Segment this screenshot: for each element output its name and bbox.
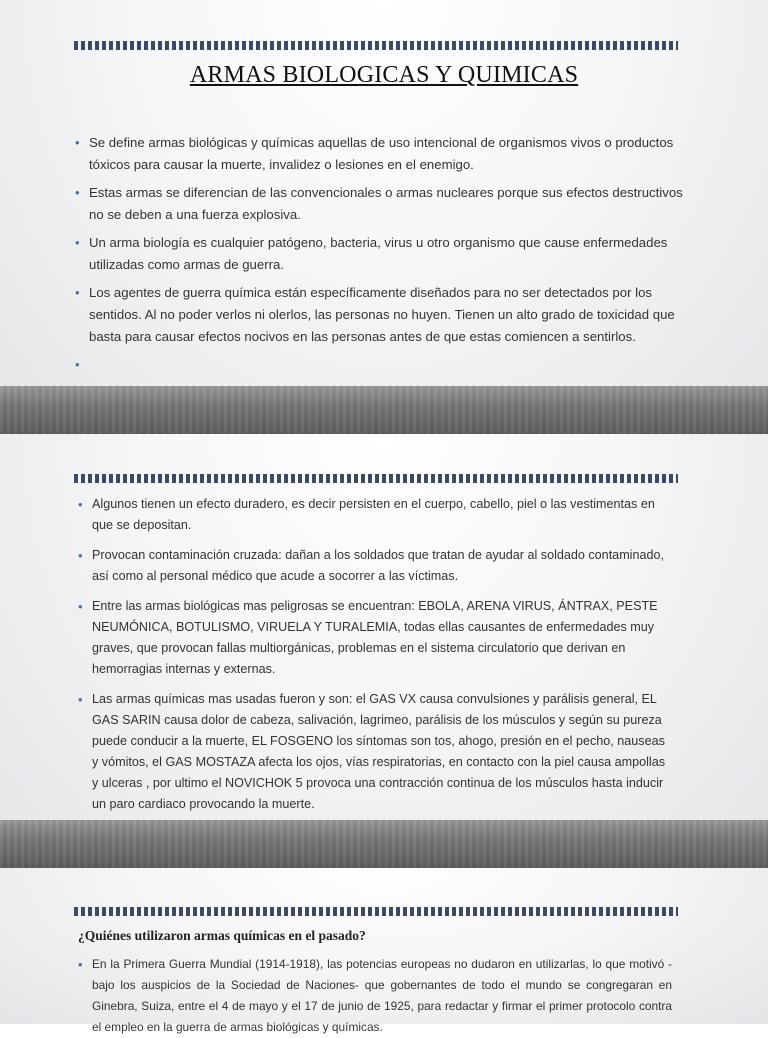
decorative-dash-bar	[74, 474, 678, 483]
bullet-item-empty	[75, 354, 689, 376]
decorative-dash-bar	[74, 907, 678, 916]
bullet-item	[75, 232, 689, 276]
bullet-item	[75, 132, 689, 176]
bullet-text: Provocan contaminación cruzada: dañan a los soldados que tratan de ayudar al soldado contaminado, así como al personal médico que acude a socorrer a las víctimas.	[92, 548, 664, 583]
slide-1-bullet-list	[75, 132, 689, 382]
bullet-icon: •	[78, 957, 83, 972]
bullet-icon: •	[75, 285, 80, 300]
concrete-footer-band	[0, 386, 768, 434]
concrete-footer-band	[0, 820, 768, 868]
bullet-icon: •	[75, 135, 80, 150]
slide-3-bullet-list	[78, 954, 672, 1038]
bullet-text: Se define armas biológicas y químicas aquellas de uso intencional de organismos vivos o productos tóxicos para causar la muerte, invalidez o lesiones en el enemigo.	[89, 135, 674, 172]
bullet-text: Un arma biología es cualquier patógeno, bacteria, virus u otro organismo que cause enfermedades utilizadas como armas de guerra.	[89, 235, 668, 272]
bullet-text: En la Primera Guerra Mundial (1914-1918), las potencias europeas no dudaron en utilizarlas, lo que motivó -bajo los auspicios de la Sociedad de Naciones- que gobernantes de todo el mundo se congregaran en Ginebra, Suiza, entre el 4 de mayo y el 17 de junio de 1925, para redactar y firmar el primer protocolo contra el empleo en la guerra de armas biológicas y químicas.	[92, 957, 672, 1034]
bullet-icon: •	[75, 185, 80, 200]
bullet-item	[75, 182, 689, 226]
bullet-text: Entre las armas biológicas mas peligrosas se encuentran: EBOLA, ARENA VIRUS, ÁNTRAX, PESTE NEUMÓNICA, BOTULISMO, VIRUELA Y TURALEMIA, todas ellas causantes de enfermedades muy graves, que provocan fallas multiorgánicas, problemas en el sistema circulatorio que derivan en hemorragias internas y externas.	[92, 599, 658, 676]
decorative-dash-bar	[74, 41, 678, 50]
bullet-text: Estas armas se diferencian de las convencionales o armas nucleares porque sus efectos destructivos no se deben a una fuerza explosiva.	[89, 185, 683, 222]
bullet-item	[78, 545, 667, 587]
bullet-item	[78, 494, 667, 536]
bullet-icon: •	[75, 235, 80, 250]
section-question-heading: ¿Quiénes utilizaron armas químicas en el pasado?	[78, 928, 366, 943]
bullet-text: Las armas químicas mas usadas fueron y son: el GAS VX causa convulsiones y parálisis general, EL GAS SARIN causa dolor de cabeza, salivación, lagrimeo, parálisis de los músculos y según su pureza puede conducir a la muerte, EL FOSGENO los síntomas son tos, ahogo, presión en el pecho, nauseas y vómitos, el GAS MOSTAZA afecta los ojos, vías respiratorias, en contacto con la piel causa ampollas y ulceras , por ultimo el NOVICHOK 5 provoca una contracción continua de los músculos hasta inducir un paro cardiaco provocando la muerte.	[92, 692, 666, 811]
bullet-icon: •	[78, 548, 83, 563]
slide-title: ARMAS BIOLOGICAS Y QUIMICAS	[189, 62, 579, 88]
slide-2-bullet-list	[78, 494, 667, 824]
bullet-icon: •	[78, 497, 83, 512]
bullet-text: Los agentes de guerra química están específicamente diseñados para no ser detectados por los sentidos. Al no poder verlos ni olerlos, las personas no huyen. Tienen un alto grado de toxicidad que basta para causar efectos nocivos en las personas antes de que estas comiencen a sentirlos.	[89, 285, 675, 344]
bullet-item	[78, 596, 667, 680]
bullet-icon: •	[78, 692, 83, 707]
bullet-text: Algunos tienen un efecto duradero, es decir persisten en el cuerpo, cabello, piel o las vestimentas en que se depositan.	[92, 497, 655, 532]
bullet-icon: •	[78, 599, 83, 614]
bullet-icon: •	[75, 357, 80, 372]
bullet-item	[78, 689, 667, 815]
bullet-item	[78, 954, 672, 1038]
bullet-item	[75, 282, 689, 348]
